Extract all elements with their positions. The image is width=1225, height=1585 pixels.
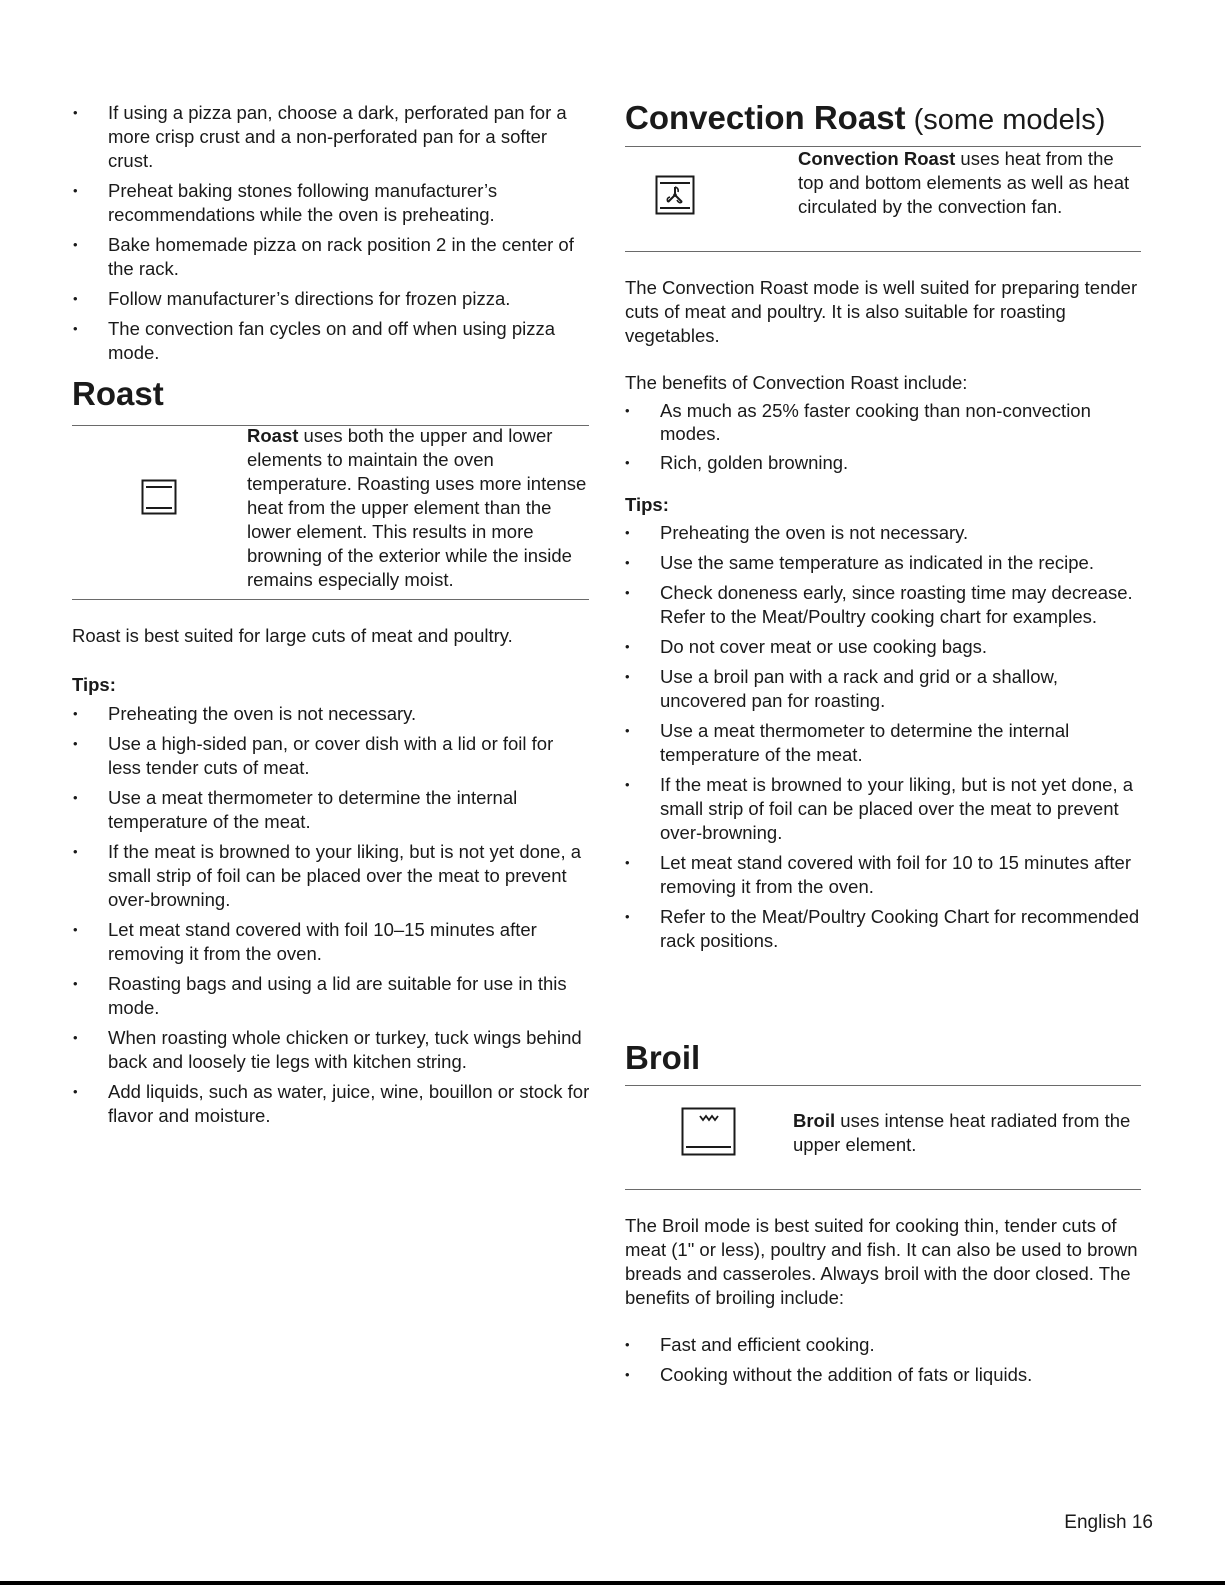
list-item: • Check doneness early, since roasting time may decrease. Refer to the Meat/Poultry cooking chart for examples.	[625, 581, 1143, 629]
list-item: • Preheating the oven is not necessary.	[625, 521, 1143, 545]
list-item: • Use the same temperature as indicated in the recipe.	[625, 551, 1143, 575]
page-bottom-edge	[0, 1581, 1225, 1585]
convection-roast-description: Convection Roast uses heat from the top and bottom elements as well as heat circulated by the convection fan.	[798, 148, 1130, 217]
list-item: • If the meat is browned to your liking, but is not yet done, a small strip of foil can be placed over the meat to prevent over-browning.	[72, 840, 590, 912]
list-item: • As much as 25% faster cooking than non-convection modes.	[625, 399, 1143, 445]
roast-body-text: Roast is best suited for large cuts of meat and poultry.	[72, 625, 513, 646]
roast-bottom-rule	[72, 599, 589, 600]
list-item: • When roasting whole chicken or turkey, tuck wings behind back and loosely tie legs with kitchen string.	[72, 1026, 590, 1074]
convection-roast-benefits-list	[625, 399, 1143, 481]
list-item: • Add liquids, such as water, juice, wine, bouillon or stock for flavor and moisture.	[72, 1080, 590, 1128]
list-item: • If the meat is browned to your liking, but is not yet done, a small strip of foil can be placed over the meat to prevent over-browning.	[625, 773, 1143, 845]
convection-roast-benefits-intro: The benefits of Convection Roast include:	[625, 372, 968, 393]
broil-bottom-rule	[625, 1189, 1141, 1190]
list-item: • Let meat stand covered with foil for 10 to 15 minutes after removing it from the oven.	[625, 851, 1143, 899]
list-item: • Rich, golden browning.	[625, 451, 1143, 475]
convection-roast-mode-icon	[655, 175, 695, 220]
pizza-tips-list	[72, 101, 590, 371]
list-item: • Use a meat thermometer to determine the internal temperature of the meat.	[72, 786, 590, 834]
list-item: • Refer to the Meat/Poultry Cooking Chart for recommended rack positions.	[625, 905, 1143, 953]
list-item: • Follow manufacturer’s directions for frozen pizza.	[72, 287, 590, 311]
convection-roast-tips-list	[625, 521, 1143, 959]
roast-mode-icon	[141, 479, 177, 520]
broil-mode-box	[625, 1086, 1141, 1189]
list-item: • Fast and efficient cooking.	[625, 1333, 1143, 1357]
list-item: • Preheat baking stones following manufacturer’s recommendations while the oven is preheating.	[72, 179, 590, 227]
broil-description: Broil uses intense heat radiated from the upper element.	[793, 1110, 1131, 1155]
list-item: • The convection fan cycles on and off when using pizza mode.	[72, 317, 590, 365]
roast-heading: Roast	[72, 375, 164, 412]
convection-roast-bottom-rule	[625, 251, 1141, 252]
convection-roast-tips-label: Tips:	[625, 494, 669, 515]
list-item: • Do not cover meat or use cooking bags.	[625, 635, 1143, 659]
list-item: • Use a broil pan with a rack and grid or a shallow, uncovered pan for roasting.	[625, 665, 1143, 713]
page-number: English 16	[1064, 1512, 1153, 1533]
list-item: • Preheating the oven is not necessary.	[72, 702, 590, 726]
broil-mode-icon	[681, 1107, 736, 1161]
list-item: • If using a pizza pan, choose a dark, perforated pan for a more crisp crust and a non-perforated pan for a softer crust.	[72, 101, 590, 173]
convection-roast-mode-box	[625, 147, 1141, 251]
roast-tips-list	[72, 702, 590, 1134]
convection-roast-heading: Convection Roast (some models)	[625, 99, 1106, 136]
roast-tips-label: Tips:	[72, 674, 116, 695]
list-item: • Roasting bags and using a lid are suitable for use in this mode.	[72, 972, 590, 1020]
list-item: • Use a high-sided pan, or cover dish with a lid or foil for less tender cuts of meat.	[72, 732, 590, 780]
list-item: • Bake homemade pizza on rack position 2 in the center of the rack.	[72, 233, 590, 281]
convection-roast-body-text: The Convection Roast mode is well suited for preparing tender cuts of meat and poultry. It is also suitable for roasting vegetables.	[625, 277, 1138, 346]
list-item: • Let meat stand covered with foil 10–15 minutes after removing it from the oven.	[72, 918, 590, 966]
list-item: • Use a meat thermometer to determine the internal temperature of the meat.	[625, 719, 1143, 767]
roast-description: Roast uses both the upper and lower elements to maintain the oven temperature. Roasting uses more intense heat from the upper element than the lower element. This results in more browning of the exterior while the inside remains especially moist.	[247, 425, 587, 590]
broil-heading: Broil	[625, 1039, 701, 1076]
list-item: • Cooking without the addition of fats or liquids.	[625, 1363, 1143, 1387]
broil-body-text: The Broil mode is best suited for cooking thin, tender cuts of meat (1" or less), poultry and fish. It can also be used to brown breads and casseroles. Always broil with the door closed. The benefits of broiling include:	[625, 1215, 1138, 1308]
broil-benefits-list	[625, 1333, 1143, 1393]
roast-mode-box	[72, 426, 589, 598]
